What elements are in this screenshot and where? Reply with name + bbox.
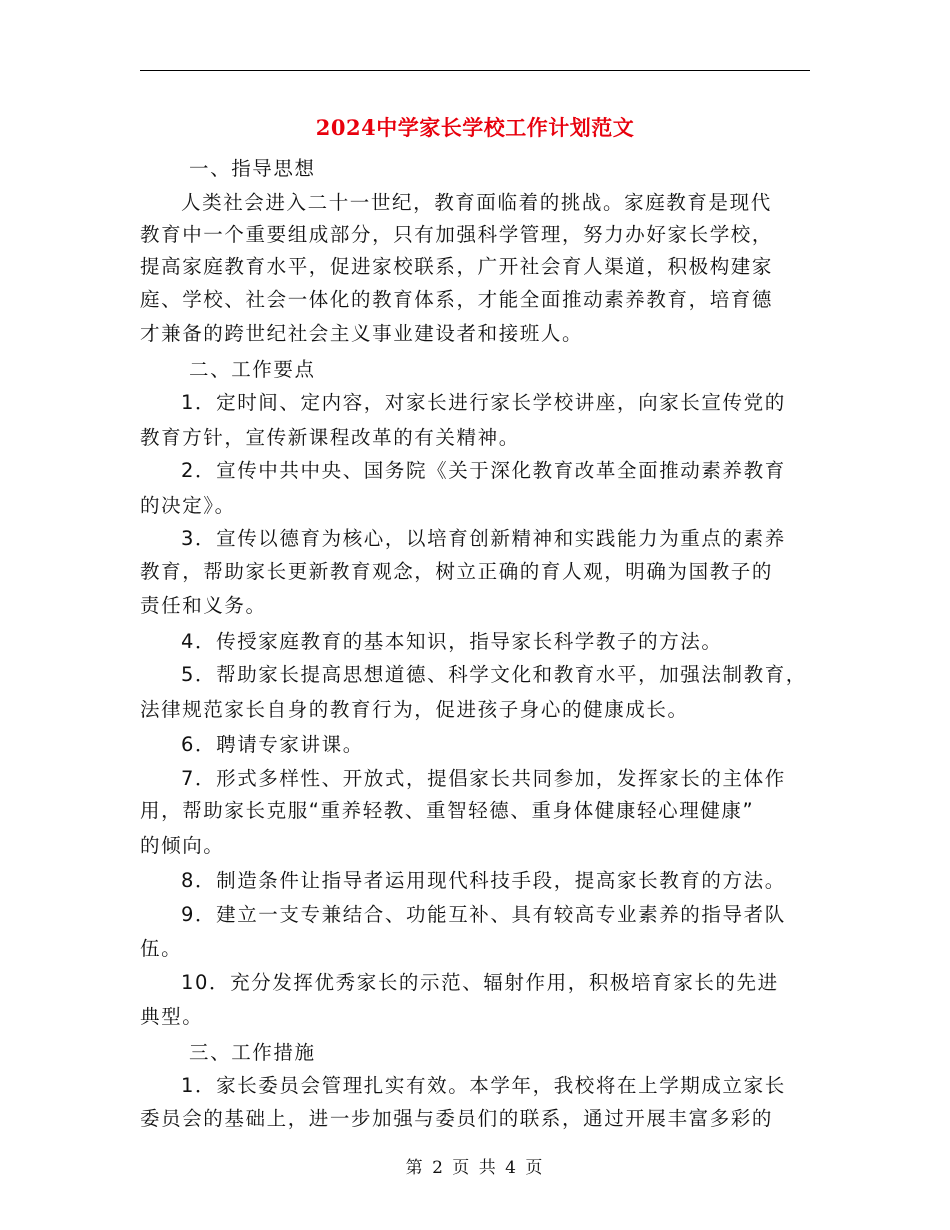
- paragraph-line: 典型。: [140, 1005, 204, 1029]
- paragraph-line: 1．家长委员会管理扎实有效。本学年，我校将在上学期成立家长: [181, 1074, 786, 1098]
- section-heading: 二、工作要点: [189, 357, 316, 381]
- paragraph-line: 教育中一个重要组成部分，只有加强科学管理，努力办好家长学校，: [140, 222, 774, 246]
- paragraph-line: 用，帮助家长克服“重养轻教、重智轻德、重身体健康轻心理健康”: [140, 799, 755, 823]
- paragraph-line: 3．宣传以德育为核心，以培育创新精神和实践能力为重点的素养: [181, 527, 786, 551]
- paragraph-line: 9．建立一支专兼结合、功能互补、具有较高专业素养的指导者队: [181, 902, 786, 926]
- paragraph-line: 的决定》。: [140, 493, 236, 517]
- paragraph-line: 委员会的基础上，进一步加强与委员们的联系，通过开展丰富多彩的: [140, 1106, 774, 1130]
- document-title: 2024中学家长学校工作计划范文: [315, 115, 635, 140]
- paragraph-line: 法律规范家长自身的教育行为，促进孩子身心的健康成长。: [140, 697, 689, 721]
- paragraph-line: 教育方针，宣传新课程改革的有关精神。: [140, 425, 520, 449]
- page-number: 第 2 页 共 4 页: [405, 1158, 545, 1178]
- paragraph-line: 提高家庭教育水平，促进家校联系，广开社会育人渠道，积极构建家: [140, 255, 774, 279]
- document-body: [140, 151, 812, 1135]
- paragraph-line: 庭、学校、社会一体化的教育体系，才能全面推动素养教育，培育德: [140, 287, 774, 311]
- paragraph-line: 4．传授家庭教育的基本知识，指导家长科学教子的方法。: [181, 629, 723, 653]
- paragraph-line: 责任和义务。: [140, 594, 267, 618]
- paragraph-line: 5．帮助家长提高思想道德、科学文化和教育水平，加强法制教育，: [181, 663, 807, 687]
- paragraph-line: 10．充分发挥优秀家长的示范、辐射作用，积极培育家长的先进: [181, 970, 779, 994]
- header-rule: [140, 70, 810, 71]
- paragraph-line: 6．聘请专家讲课。: [181, 733, 364, 757]
- section-heading: 三、工作措施: [189, 1040, 316, 1064]
- paragraph-line: 人类社会进入二十一世纪，教育面临着的挑战。家庭教育是现代: [181, 190, 772, 214]
- paragraph-line: 1．定时间、定内容，对家长进行家长学校讲座，向家长宣传党的: [181, 391, 786, 415]
- paragraph-line: 教育，帮助家长更新教育观念，树立正确的育人观，明确为国教子的: [140, 559, 774, 583]
- paragraph-line: 才兼备的跨世纪社会主义事业建设者和接班人。: [140, 322, 584, 346]
- paragraph-line: 7．形式多样性、开放式，提倡家长共同参加，发挥家长的主体作: [181, 766, 786, 790]
- paragraph-line: 8．制造条件让指导者运用现代科技手段，提高家长教育的方法。: [181, 869, 786, 893]
- paragraph-line: 2．宣传中共中央、国务院《关于深化教育改革全面推动素养教育: [181, 459, 786, 483]
- paragraph-line: 的倾向。: [140, 833, 225, 857]
- section-heading: 一、指导思想: [189, 157, 316, 180]
- paragraph-line: 伍。: [140, 937, 183, 961]
